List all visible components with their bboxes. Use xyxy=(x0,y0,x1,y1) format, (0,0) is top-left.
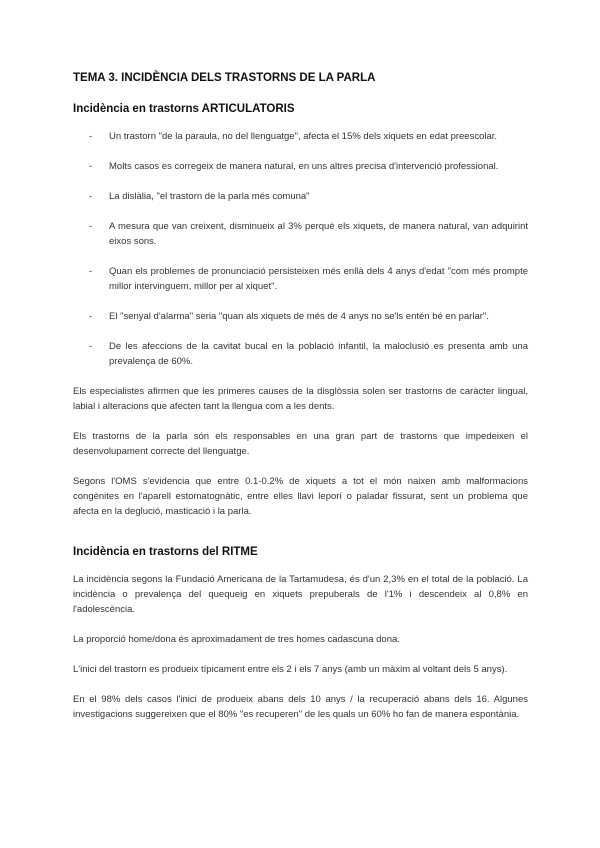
list-item-text: A mesura que van creixent, disminueix al 3% perquè els xiquets, de manera natural, van adquirint eixos sons. xyxy=(109,221,528,247)
list-item xyxy=(73,219,528,249)
paragraph-disglossia: Els especialistes afirmen que les primeres causes de la disglòssia solen ser trastorns de caràcter lingual, labial i alteracions que afecten tant la llengua com a les dents. xyxy=(73,386,528,412)
dash-marker: - xyxy=(89,221,93,232)
list-item xyxy=(73,339,528,369)
articulatoris-bullet-list xyxy=(73,129,528,369)
section-spacer xyxy=(73,534,528,546)
list-item-text: El "senyal d'alarma" seria "quan als xiquets de més de 4 anys no se'ls entén bé en parlar". xyxy=(109,311,489,322)
dash-marker: - xyxy=(89,131,93,142)
list-item xyxy=(73,309,528,324)
list-item-text: Quan els problemes de pronunciació persisteixen més enllà dels 4 anys d'edat "com més prompte millor intervinguem, millor per al xiquet". xyxy=(109,266,528,292)
dash-marker: - xyxy=(89,311,93,322)
list-item-text: La dislàlia, "el trastorn de la parla més comuna" xyxy=(109,191,310,202)
list-item-text: Molts casos es corregeix de manera natural, en uns altres precisa d'intervenció professional. xyxy=(109,161,499,172)
paragraph-trastorns-parla: Els trastorns de la parla són els responsables en una gran part de trastorns que impedeixen el desenvolupament correcte del llenguatge. xyxy=(73,431,528,457)
paragraph-oms: Segons l'OMS s'evidencia que entre 0.1-0.2% de xiquets a tot el món naixen amb malformacions congènites en l'aparell estomatognàtic, entre elles llavi leporí o paladar fissurat, sent un problema que afecta en la deglució, masticació i la parla. xyxy=(73,476,528,517)
list-item xyxy=(73,264,528,294)
paragraph-inici: L'inici del trastorn es produeix típicament entre els 2 i els 7 anys (amb un màxim al voltant dels 5 anys). xyxy=(73,664,508,675)
paragraph-incidencia: La incidència segons la Fundació Americana de la Tartamudesa, és d'un 2,3% en el total de la població. La incidència o prevalença del quequeig en xiquets prepuberals de l'1% i descendeix al 0,8% en l'adolescència. xyxy=(73,574,528,615)
list-item-text: Un trastorn "de la paraula, no del llenguatge", afecta el 15% dels xiquets en edat preescolar. xyxy=(109,131,498,142)
document-page xyxy=(73,72,528,737)
list-item xyxy=(73,189,528,204)
paragraph-proporcio: La proporció home/dona és aproximadament de tres homes cadascuna dona. xyxy=(73,634,400,645)
list-item xyxy=(73,159,528,174)
list-item-text: De les afeccions de la cavitat bucal en la població infantil, la maloclusió es presenta amb una prevalença de 60%. xyxy=(109,341,528,367)
section-heading-ritme: Incidència en trastorns del RITME xyxy=(73,546,258,558)
paragraph-recuperacio: En el 98% dels casos l'inici de produeix abans dels 10 anys / la recuperació abans dels 16. Algunes investigacions suggereixen que el 80% "es recuperen" de les quals un 60% ho fan de manera espontània. xyxy=(73,694,528,720)
section-heading-articulatoris: Incidència en trastorns ARTICULATORIS xyxy=(73,103,295,115)
dash-marker: - xyxy=(89,266,93,277)
document-title: TEMA 3. INCIDÈNCIA DELS TRASTORNS DE LA PARLA xyxy=(73,72,376,84)
dash-marker: - xyxy=(89,191,93,202)
dash-marker: - xyxy=(89,341,93,352)
dash-marker: - xyxy=(89,161,93,172)
list-item xyxy=(73,129,528,144)
